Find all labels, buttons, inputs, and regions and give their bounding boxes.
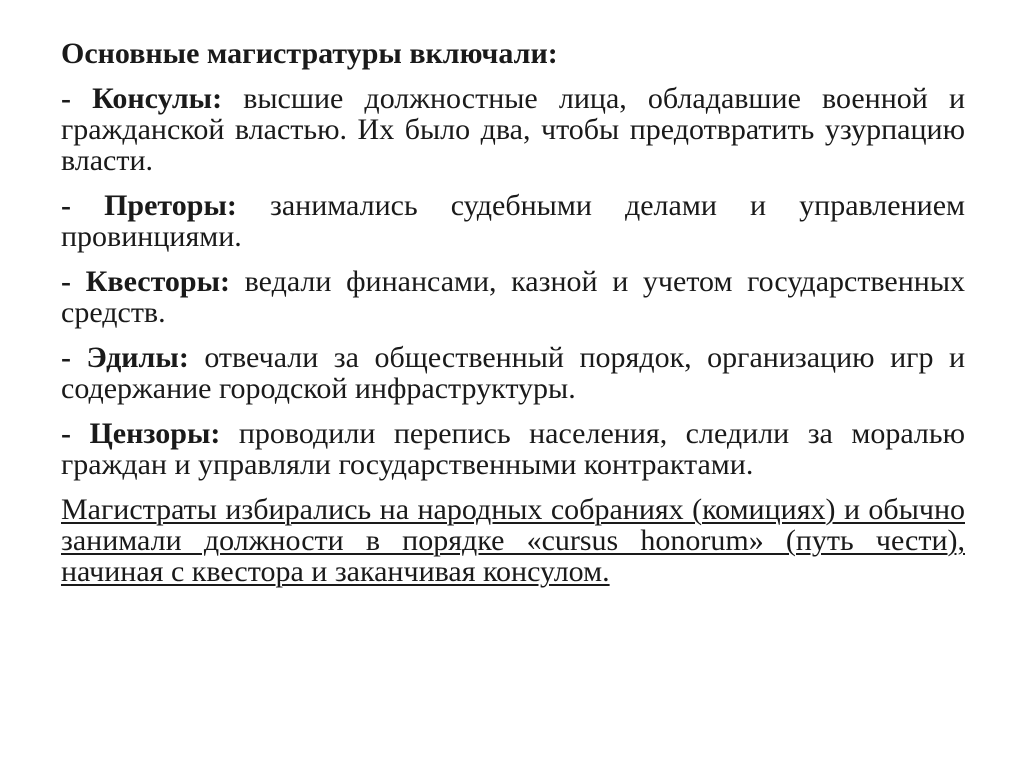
- item-term: - Преторы:: [61, 189, 237, 222]
- item-term: - Консулы:: [61, 82, 223, 115]
- item-description: занимались судебными делами и управлением провинциями.: [61, 189, 965, 253]
- list-item-aediles: [61, 342, 965, 404]
- item-description: отвечали за общественный порядок, организацию игр и содержание городской инфраструктуры.: [61, 341, 966, 405]
- slide-title: Основные магистратуры включали:: [61, 37, 558, 70]
- list-item-quaestors: [61, 266, 965, 328]
- item-term: - Квесторы:: [61, 265, 231, 298]
- list-item-consuls: [61, 83, 965, 176]
- summary-paragraph: Магистраты избирались на народных собраниях (комициях) и обычно занимали должности в порядке «cursus honorum» (путь чести), начиная с квестора и заканчивая консулом.: [61, 493, 965, 588]
- item-term: - Цензоры:: [61, 417, 221, 450]
- slide-content: [61, 38, 965, 587]
- list-item-censors: [61, 418, 965, 480]
- item-description: высшие должностные лица, обладавшие военной и гражданской властью. Их было два, чтобы предотвратить узурпацию власти.: [61, 82, 966, 177]
- item-term: - Эдилы:: [61, 341, 189, 374]
- item-description: ведали финансами, казной и учетом государственных средств.: [61, 265, 965, 329]
- list-item-praetors: [61, 190, 965, 252]
- item-description: проводили перепись населения, следили за моралью граждан и управляли государственными контрактами.: [61, 417, 965, 481]
